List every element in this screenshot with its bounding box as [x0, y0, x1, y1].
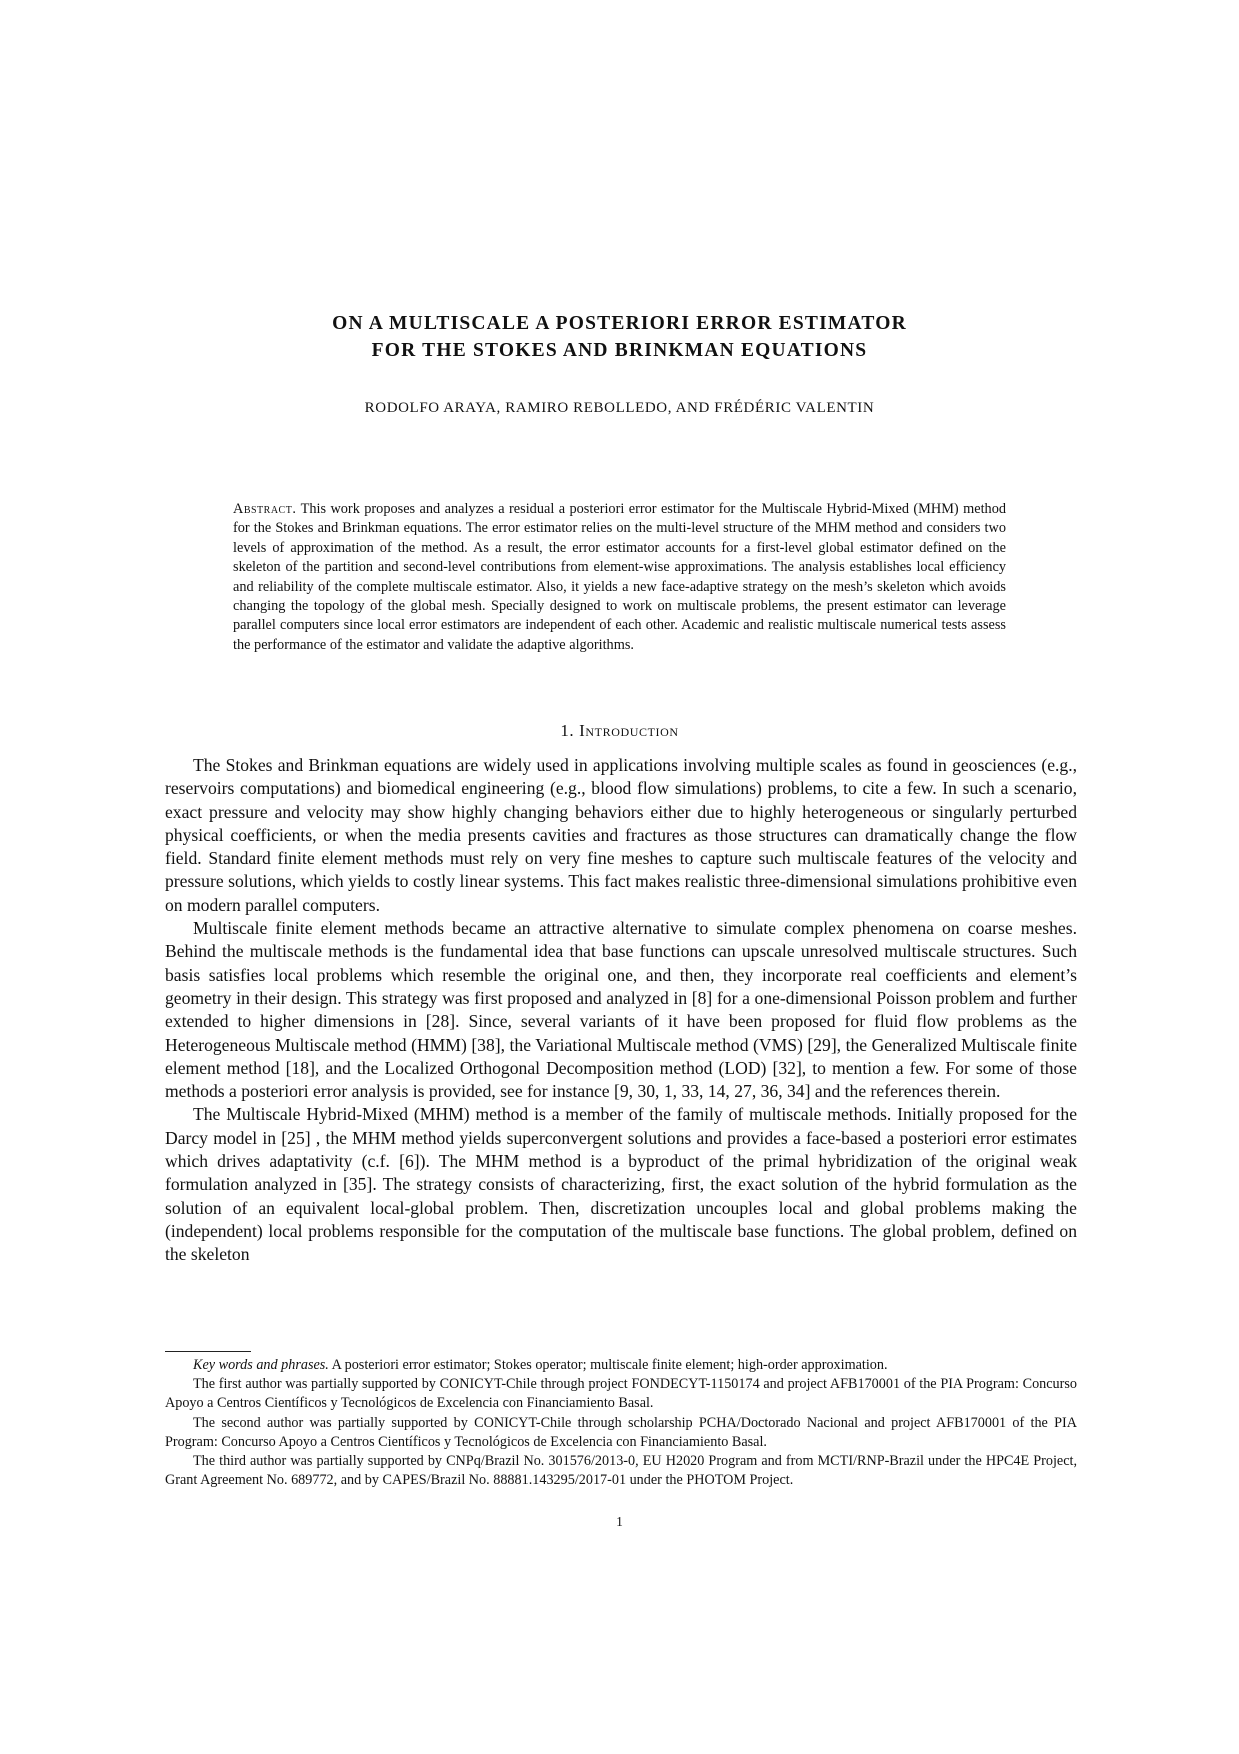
- footnote-keywords: [165, 1356, 1077, 1375]
- footnote-second-author: The second author was partially supported by CONICYT-Chile through scholarship PCHA/Doctorado Nacional and project AFB170001 of the PIA Program: Concurso Apoyo a Centros Científicos y Tecnológicos de Excelencia con Financiamiento Basal.: [165, 1414, 1077, 1450]
- footnotes: [165, 1356, 1077, 1490]
- section-heading: [0, 721, 1239, 741]
- title-line-1: ON A MULTISCALE A POSTERIORI ERROR ESTIMATOR: [332, 313, 907, 334]
- footnote-first-author: The first author was partially supported by CONICYT-Chile through project FONDECYT-1150174 and project AFB170001 of the PIA Program: Concurso Apoyo a Centros Científicos y Tecnológicos de Excelencia con Financiamiento Basal.: [165, 1376, 1077, 1412]
- abstract-label: Abstract.: [233, 501, 297, 517]
- body-text: [165, 754, 1077, 1267]
- section-number: 1.: [560, 721, 575, 740]
- abstract: [233, 500, 1006, 655]
- paper-title: [0, 310, 1239, 364]
- author-list: RODOLFO ARAYA, RAMIRO REBOLLEDO, AND FRÉDÉRIC VALENTIN: [364, 400, 875, 416]
- title-line-2: FOR THE STOKES AND BRINKMAN EQUATIONS: [371, 340, 868, 361]
- paragraph: Multiscale finite element methods became an attractive alternative to simulate complex phenomena on coarse meshes. Behind the multiscale methods is the fundamental idea that base functions can upscale unresolved multiscale structures. Such basis satisfies local problems which resemble the original one, and then, they incorporate real coefficients and element’s geometry in their design. This strategy was first proposed and analyzed in [8] for a one-dimensional Poisson problem and further extended to higher dimensions in [28]. Since, several variants of it have been proposed for fluid flow problems as the Heterogeneous Multiscale method (HMM) [38], the Variational Multiscale method (VMS) [29], the Generalized Multiscale finite element method [18], and the Localized Orthogonal Decomposition method (LOD) [32], to mention a few. For some of those methods a posteriori error analysis is provided, see for instance [9, 30, 1, 33, 14, 27, 36, 34] and the references therein.: [165, 918, 1077, 1102]
- paragraph: The Stokes and Brinkman equations are widely used in applications involving multiple scales as found in geosciences (e.g., reservoirs computations) and biomedical engineering (e.g., blood flow simulations) problems, to cite a few. In such a scenario, exact pressure and velocity may show highly changing behaviors either due to highly heterogeneous or singularly perturbed physical coefficients, or when the media presents cavities and fractures as those structures can dramatically change the flow field. Standard finite element methods must rely on very fine meshes to capture such multiscale features of the velocity and pressure solutions, which yields to costly linear systems. This fact makes realistic three-dimensional simulations prohibitive even on modern parallel computers.: [165, 755, 1077, 915]
- section-title: Introduction: [579, 721, 679, 740]
- footnote-rule: [165, 1351, 251, 1352]
- abstract-text: This work proposes and analyzes a residual a posteriori error estimator for the Multiscale Hybrid-Mixed (MHM) method for the Stokes and Brinkman equations. The error estimator relies on the multi-level structure of the MHM method and considers two levels of approximation of the method. As a result, the error estimator accounts for a first-level global estimator defined on the skeleton of the partition and second-level contributions from element-wise approximations. The analysis establishes local efficiency and reliability of the complete multiscale estimator. Also, it yields a new face-adaptive strategy on the mesh’s skeleton which avoids changing the topology of the global mesh. Specially designed to work on multiscale problems, the present estimator can leverage parallel computers since local error estimators are independent of each other. Academic and realistic multiscale numerical tests assess the performance of the estimator and validate the adaptive algorithms.: [233, 501, 1006, 653]
- keywords-label: Key words and phrases.: [193, 1357, 329, 1373]
- footnote-third-author: The third author was partially supported by CNPq/Brazil No. 301576/2013-0, EU H2020 Program and from MCTI/RNP-Brazil under the HPC4E Project, Grant Agreement No. 689772, and by CAPES/Brazil No. 88881.143295/2017-01 under the PHOTOM Project.: [165, 1453, 1077, 1489]
- page-number: 1: [616, 1514, 623, 1529]
- paragraph: The Multiscale Hybrid-Mixed (MHM) method is a member of the family of multiscale methods. Initially proposed for the Darcy model in [25] , the MHM method yields superconvergent solutions and provides a face-based a posteriori error estimates which drives adaptativity (c.f. [6]). The MHM method is a byproduct of the primal hybridization of the original weak formulation analyzed in [35]. The strategy consists of characterizing, first, the exact solution of the hybrid formulation as the solution of an equivalent local-global problem. Then, discretization uncouples local and global problems making the (independent) local problems responsible for the computation of the multiscale base functions. The global problem, defined on the skeleton: [165, 1104, 1077, 1265]
- keywords-text: A posteriori error estimator; Stokes operator; multiscale finite element; high-order approximation.: [331, 1357, 888, 1373]
